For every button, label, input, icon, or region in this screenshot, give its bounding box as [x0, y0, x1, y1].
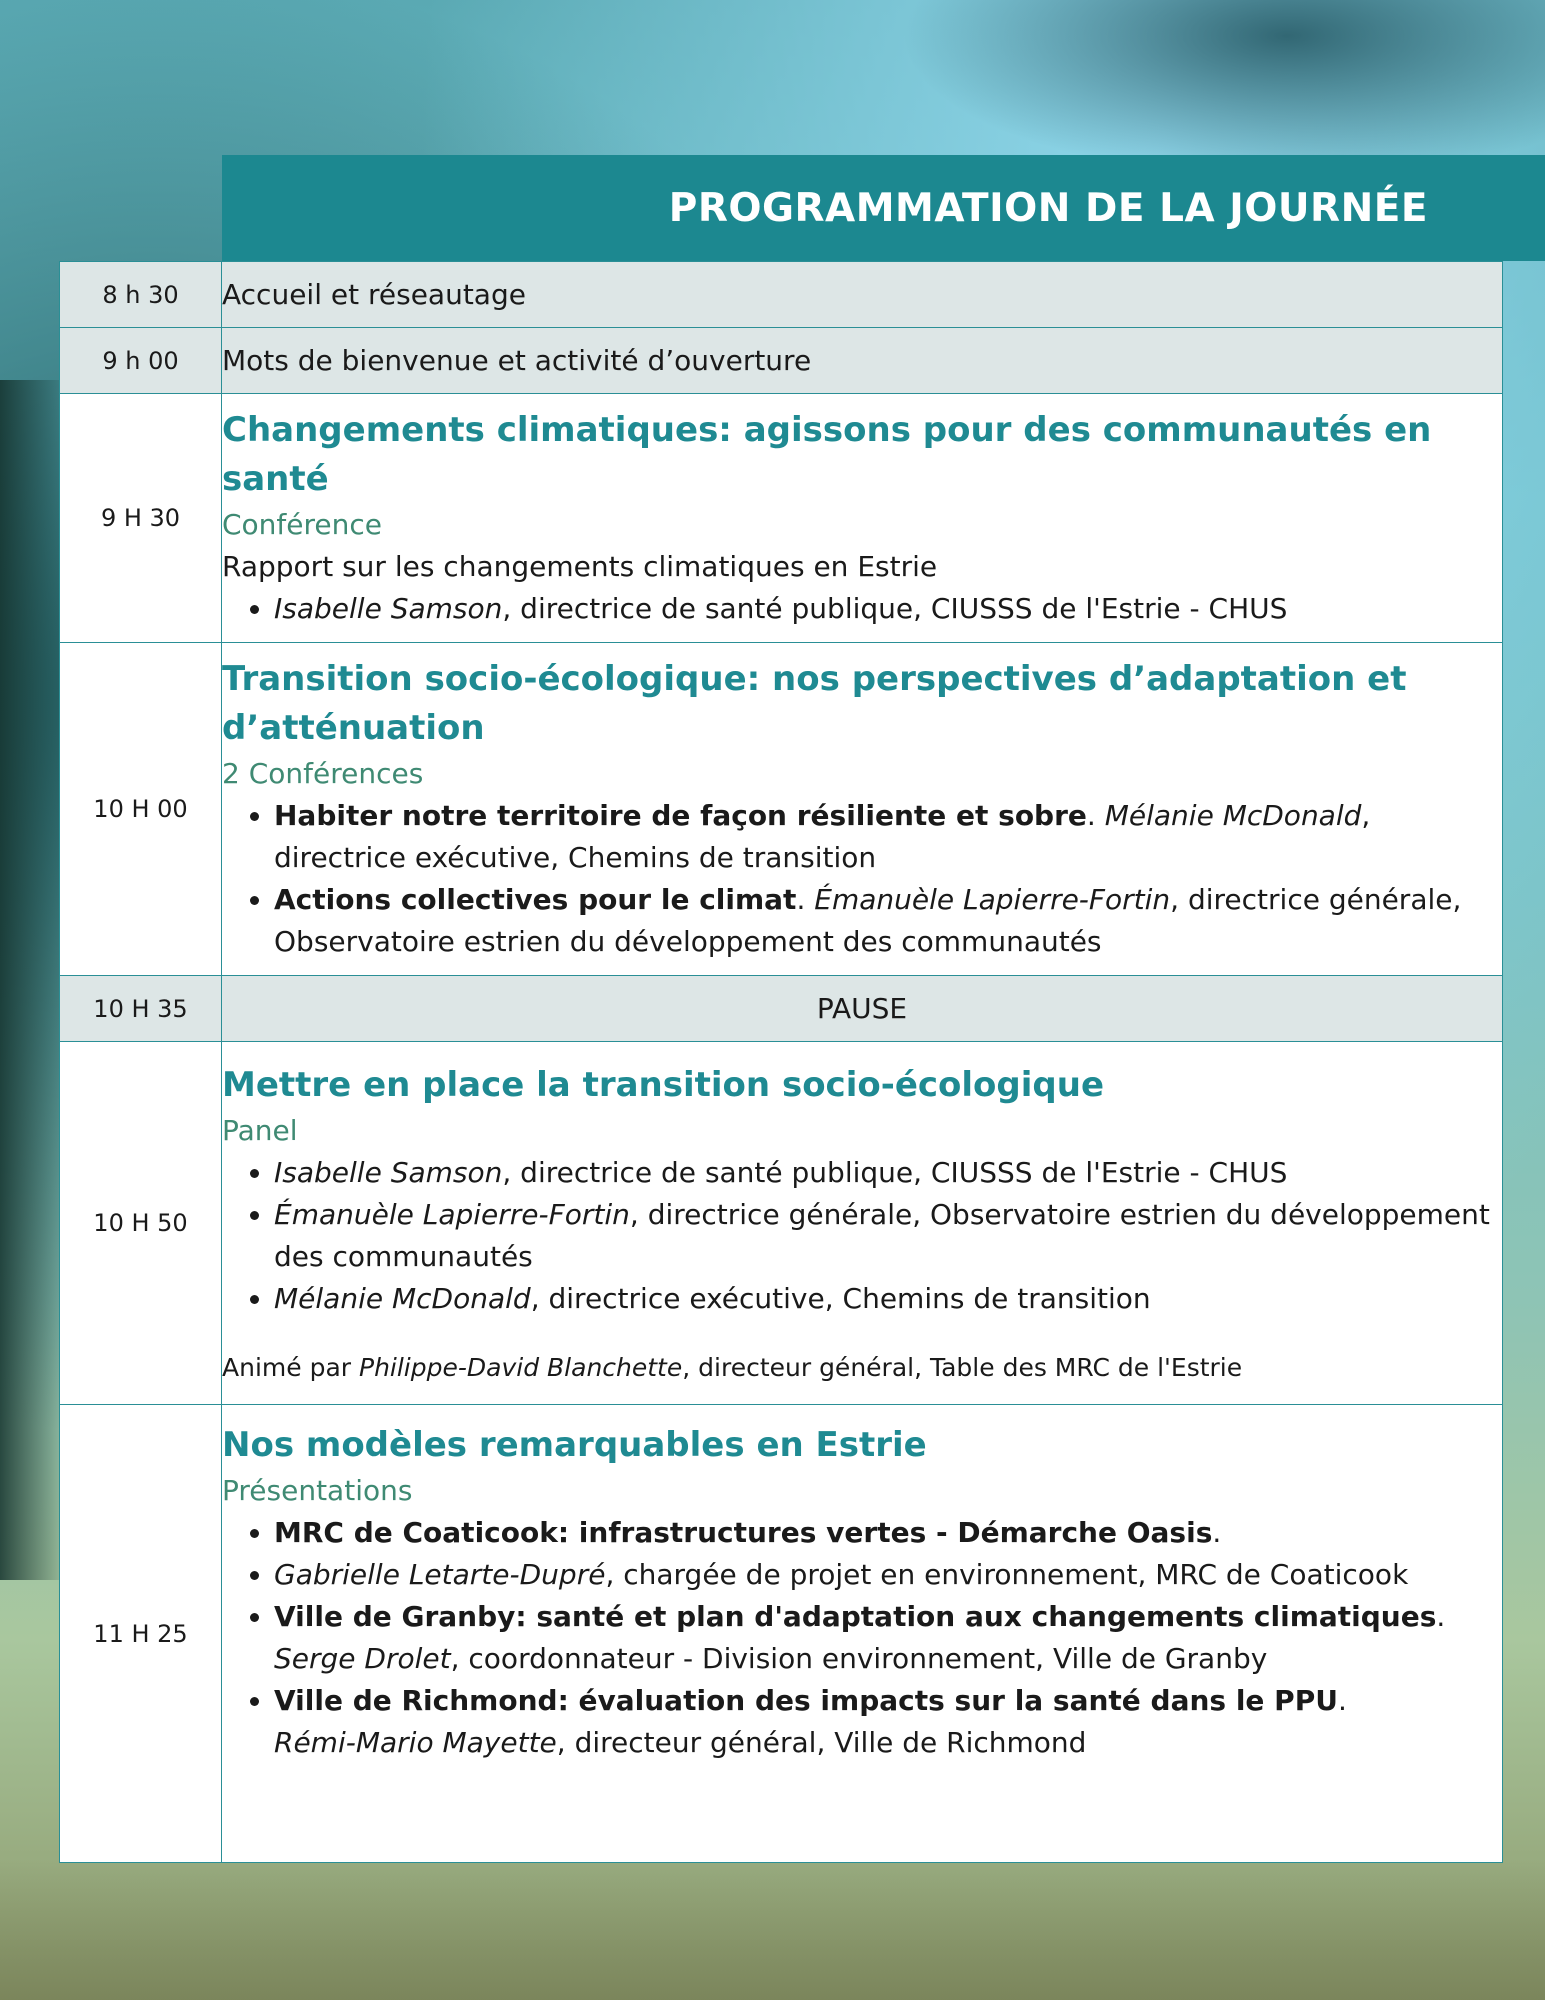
time-cell: 10 H 35 — [60, 976, 222, 1042]
speaker-name: Émanuèle Lapierre-Fortin — [814, 883, 1171, 916]
talk-item — [274, 795, 1502, 879]
pause-cell: PAUSE — [222, 976, 1503, 1042]
session-title: Changements climatiques: agissons pour des communautés en santé — [222, 410, 1432, 499]
presentation-item — [274, 1596, 1502, 1680]
session-subtitle: Rapport sur les changements climatiques en Estrie — [222, 550, 938, 583]
session-type: Conférence — [222, 508, 383, 541]
moderator-name: Philippe-David Blanchette — [359, 1352, 683, 1382]
panelist-item — [274, 1194, 1502, 1278]
separator: . — [1436, 1600, 1446, 1633]
time-cell: 10 H 00 — [60, 643, 222, 976]
speaker-name: Isabelle Samson — [274, 592, 503, 625]
session-cell — [222, 394, 1503, 643]
speaker-name: Gabrielle Letarte-Dupré — [274, 1558, 606, 1591]
session-cell — [222, 1042, 1503, 1405]
speaker-role: , directrice générale, Observatoire estrien du développement des communautés — [274, 883, 1462, 958]
separator: . — [1337, 1684, 1347, 1717]
session-cell — [222, 643, 1503, 976]
time-cell: 11 H 25 — [60, 1405, 222, 1863]
talk-list — [222, 795, 1502, 963]
speaker-name: Rémi-Mario Mayette — [274, 1726, 557, 1759]
page-title: PROGRAMMATION DE LA JOURNÉE — [668, 185, 1428, 231]
moderator-role: , directeur général, Table des MRC de l'Estrie — [682, 1352, 1243, 1382]
schedule-row-opening — [60, 328, 1503, 394]
speaker-role: , directrice générale, Observatoire estrien du développement des communautés — [274, 1197, 1490, 1273]
talk-title: Actions collectives pour le climat — [274, 883, 797, 916]
schedule-table — [59, 261, 1503, 1863]
speaker-name: Mélanie McDonald — [1104, 799, 1362, 832]
time-cell: 8 h 30 — [60, 262, 222, 328]
talk-title: Habiter notre territoire de façon résiliente et sobre — [274, 799, 1087, 832]
speaker-name: Mélanie McDonald — [274, 1281, 531, 1315]
time-cell: 9 h 00 — [60, 328, 222, 394]
presentation-title: Ville de Richmond: évaluation des impacts sur la santé dans le PPU — [274, 1684, 1338, 1717]
speaker-role: , chargée de projet en environnement, MRC de Coaticook — [605, 1558, 1409, 1591]
panelist-item — [274, 1278, 1502, 1320]
speaker-role: , directrice de santé publique, CIUSSS de l'Estrie - CHUS — [502, 592, 1288, 625]
speaker-role: , directrice de santé publique, CIUSSS de l'Estrie - CHUS — [502, 1155, 1288, 1189]
presentation-title: Ville de Granby: santé et plan d'adaptation aux changements climatiques — [274, 1600, 1437, 1633]
moderator-prefix: Animé par — [222, 1352, 359, 1382]
schedule-row-panel — [60, 1042, 1503, 1405]
schedule-row-climate — [60, 394, 1503, 643]
panelist-item — [274, 1152, 1502, 1194]
background-lake — [0, 1860, 1545, 2000]
presentation-item — [274, 1680, 1502, 1764]
panelist-list — [222, 1152, 1502, 1320]
presentation-list — [222, 1512, 1502, 1764]
session-type: 2 Conférences — [222, 757, 424, 790]
schedule-row-pause — [60, 976, 1503, 1042]
activity-cell: Accueil et réseautage — [222, 262, 1503, 328]
speaker-role: , coordonnateur - Division environnement, Ville de Granby — [450, 1642, 1268, 1675]
speaker-name: Serge Drolet — [274, 1642, 451, 1675]
schedule-row-models — [60, 1405, 1503, 1863]
activity-cell: Mots de bienvenue et activité d’ouverture — [222, 328, 1503, 394]
schedule-row-welcome — [60, 262, 1503, 328]
schedule-row-transition — [60, 643, 1503, 976]
speaker-name: Émanuèle Lapierre-Fortin — [274, 1197, 630, 1231]
presentation-title: MRC de Coaticook: infrastructures vertes - Démarche Oasis — [274, 1516, 1213, 1549]
moderator-line — [222, 1350, 1502, 1386]
speaker-item — [274, 588, 1502, 630]
session-title: Mettre en place la transition socio-écologique — [222, 1064, 1105, 1105]
speaker-role: , directrice exécutive, Chemins de transition — [530, 1281, 1151, 1315]
time-cell: 9 H 30 — [60, 394, 222, 643]
speaker-name: Isabelle Samson — [274, 1155, 503, 1189]
session-title: Nos modèles remarquables en Estrie — [222, 1425, 927, 1465]
speaker-role: , directeur général, Ville de Richmond — [556, 1726, 1087, 1759]
time-cell: 10 H 50 — [60, 1042, 222, 1405]
separator: . — [1212, 1516, 1222, 1549]
presentation-item — [274, 1512, 1502, 1554]
session-type: Panel — [222, 1113, 298, 1147]
separator: . — [796, 883, 815, 916]
presentation-item — [274, 1554, 1502, 1596]
session-title: Transition socio-écologique: nos perspectives d’adaptation et d’atténuation — [222, 659, 1407, 748]
speaker-list — [222, 588, 1502, 630]
separator: . — [1086, 799, 1105, 832]
talk-item — [274, 879, 1502, 963]
speaker-role: , directrice exécutive, Chemins de transition — [274, 799, 1371, 874]
header-band — [222, 155, 1545, 261]
background-forest — [900, 0, 1545, 180]
session-cell — [222, 1405, 1503, 1863]
session-type: Présentations — [222, 1474, 413, 1507]
